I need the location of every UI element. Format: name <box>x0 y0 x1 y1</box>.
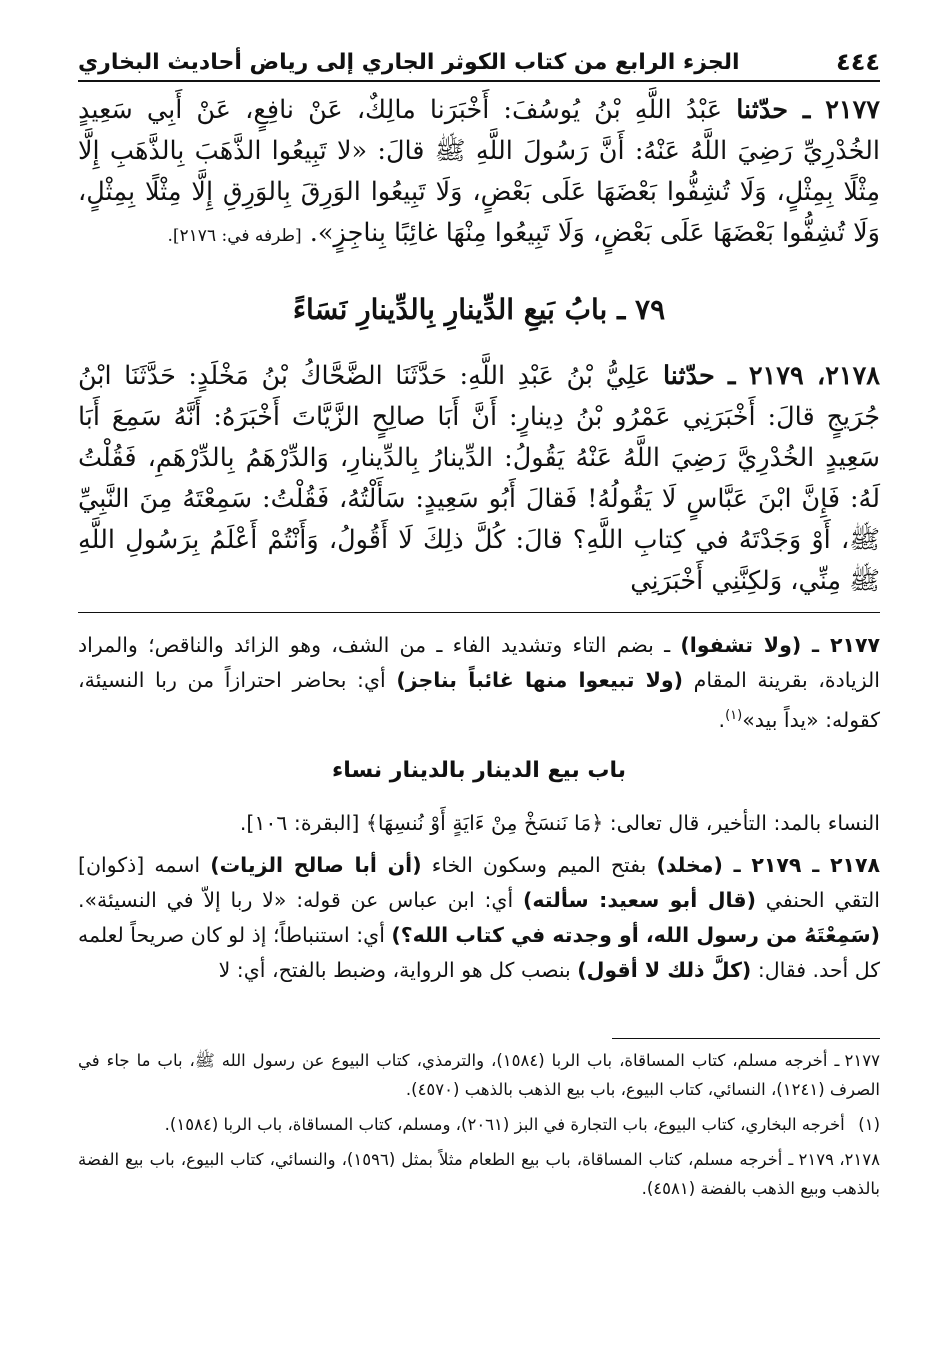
commentary-2177-text-1: ـ بضم التاء وتشديد الفاء ـ من الشف، وهو الزائد والناقص؛ والمراد الزيادة، بقرينة المقام <box>78 633 880 692</box>
commentary-2177-end: . <box>718 707 726 732</box>
footnotes-block <box>78 1046 880 1203</box>
footnote-1-text: أخرجه البخاري، كتاب البيوع، باب التجارة في البز (٢٠٦١)، ومسلم، كتاب المساقاة، باب الربا (١٥٨٤). <box>164 1115 845 1134</box>
hadith-2177-text: عَبْدُ اللَّهِ بْنُ يُوسُفَ: أَخْبَرَنا مالِكٌ، عَنْ نافِعٍ، عَنْ أَبِي سَعِيدٍ الخُدْرِيِّ رَضِيَ اللَّهُ عَنْهُ: أَنَّ رَسُولَ اللَّهِ ﷺ قالَ: «لا تَبِيعُوا الذَّهَبَ بِالذَّهَبِ إِلَّا مِثْلًا بِمِثْلٍ، وَلَا تُشِفُّوا بَعْضَهَا عَلَى بَعْضٍ، وَلَا تَبِيعُوا الوَرِقَ بِالوَرِقِ إِلَّا مِثْلًا بِمِثْلٍ، وَلَا تُشِفُّوا بَعْضَهَا عَلَى بَعْضٍ، وَلَا تَبِيعُوا مِنْهَا غائِبًا بِناجِزٍ». <box>78 95 880 248</box>
footnote-2177-number: ٢١٧٧ ـ <box>834 1051 880 1070</box>
commentary-2178-term-2: (أن أبا صالح الزيات) <box>210 853 422 877</box>
commentary-2178-term-5: (كلَّ ذلك لا أقول) <box>577 958 752 982</box>
running-title: الجزء الرابع من كتاب الكوثر الجاري إلى رياض أحاديث البخاري <box>78 50 740 75</box>
hadith-2177-block <box>78 90 880 257</box>
commentary-2178-text-2: اسمه [ذكوان] التقي الحنفي <box>78 853 880 912</box>
commentary-2177-block <box>78 628 880 738</box>
page-number: ٤٤٤ <box>836 48 880 76</box>
hadith-2177-cross-reference: [طرفه في: ٢١٧٦]. <box>167 226 302 246</box>
text-commentary-divider <box>78 612 880 613</box>
commentary-2178-term-1: (مخلد) <box>656 853 723 877</box>
commentary-2178-term-4: (سَمِعْتَهُ من رسول الله، أو وجدته في كتاب الله؟) <box>391 923 880 947</box>
commentary-2178-number: ٢١٧٨ ـ ٢١٧٩ ـ <box>722 853 881 877</box>
commentary-2177-term-1: (ولا تشفوا) <box>680 633 802 657</box>
footnote-marker-1: (١) <box>725 708 743 723</box>
commentary-2178-term-3: (قال أبو سعيد: سألته) <box>522 888 756 912</box>
commentary-2177-term-2: (ولا تبيعوا منها غائباً بناجز) <box>396 668 684 692</box>
commentary-2177 <box>78 628 880 738</box>
commentary-2178-text-4: أي: استنباطاً؛ إذ لو كان صريحاً لعلمه كل أحد. فقال: <box>78 923 880 982</box>
footnote-2177 <box>78 1046 880 1104</box>
footnote-1 <box>78 1110 880 1139</box>
footnote-divider <box>612 1038 880 1039</box>
commentary-2178-text-3: أي: ابن عباس عن قوله: «لا ربا إلاّ في النسيئة». <box>78 888 523 912</box>
hadith-2178-number: ٢١٧٨، ٢١٧٩ ـ حدّثنا <box>663 361 881 391</box>
commentary-nasa-definition: النساء بالمد: التأخير، قال تعالى: ﴿مَا نَنسَخْ مِنْ ءَايَةٍ أَوْ نُنسِهَا﴾ [البقرة: ١٠٦]. <box>239 811 880 835</box>
commentary-2178-text-5: بنصب كل هو الرواية، وضبط بالفتح، أي: لا <box>218 958 578 982</box>
footnote-2178-text: أخرجه مسلم، كتاب المساقاة، باب بيع الطعام مثلاً بمثل (١٥٩٦)، والنسائي، كتاب البيوع، باب بيع الفضة بالذهب وبيع الذهب بالفضة (٤٥٨١). <box>78 1150 880 1198</box>
commentary-heading-block <box>78 758 880 783</box>
footnote-2178 <box>78 1145 880 1203</box>
hadith-2177-number: ٢١٧٧ ـ حدّثنا <box>736 95 880 125</box>
chapter-79-title: ٧٩ ـ بابُ بَيعِ الدِّينارِ بِالدِّينارِ نَسَاءً <box>292 293 666 326</box>
hadith-2178-block <box>78 356 880 602</box>
footnote-2177-text: أخرجه مسلم، كتاب المساقاة، باب الربا (١٥٨٤)، والترمذي، كتاب البيوع عن رسول الله ﷺ، باب ما جاء في الصرف (١٢٤١)، النسائي، كتاب البيوع، باب بيع الذهب بالذهب (٤٥٧٠). <box>78 1051 880 1099</box>
commentary-nasa-block <box>78 806 880 841</box>
running-header <box>78 38 880 82</box>
hadith-2178-2179 <box>78 356 880 602</box>
hadith-2178-text: عَلِيُّ بْنُ عَبْدِ اللَّهِ: حَدَّثَنَا الضَّحَّاكُ بْنُ مَخْلَدٍ: حَدَّثَنَا ابْنُ جُرَيجٍ قالَ: أَخْبَرَنِي عَمْرُو بْنُ دِينارٍ: أَنَّ أَبَا صالِحٍ الزَّيَّاتَ أَخْبَرَهُ: أَنَّهُ سَمِعَ أَبَا سَعِيدٍ الخُدْرِيَّ رَضِيَ اللَّهُ عَنْهُ يَقُولُ: الدِّينارُ بِالدِّينارِ، وَالدِّرْهَمُ بِالدِّرْهَمِ، فَقُلْتُ لَهُ: فَإِنَّ ابْنَ عَبَّاسٍ لَا يَقُولُهُ! فَقالَ أَبُو سَعِيدٍ: سَأَلْتُهُ، فَقُلْتُ: سَمِعْتَهُ مِنَ النَّبِيِّ ﷺ، أَوْ وَجَدْتَهُ في كِتابِ اللَّهِ؟ قالَ: كُلَّ ذلِكَ لَا أَقُولُ، وَأَنْتُمْ أَعْلَمُ بِرَسُولِ اللَّهِ ﷺ مِنِّي، وَلكِنَّنِي أَخْبَرَنِي <box>78 361 880 596</box>
commentary-chapter-heading: باب بيع الدينار بالدينار نساء <box>331 758 627 783</box>
commentary-2177-number: ٢١٧٧ ـ <box>801 633 880 657</box>
commentary-2178-block <box>78 848 880 988</box>
commentary-2178-2179 <box>78 848 880 988</box>
hadith-2177 <box>78 90 880 257</box>
chapter-heading-block <box>78 293 880 326</box>
commentary-2178-text-1: بفتح الميم وسكون الخاء <box>421 853 657 877</box>
footnote-1-number: (١) <box>858 1115 880 1134</box>
commentary-2177-text-2: أي: بحاضر احترازاً من ربا النسيئة، كقوله: «يداً بيد» <box>78 668 880 732</box>
footnote-2178-number: ٢١٧٨، ٢١٧٩ ـ <box>788 1150 880 1169</box>
